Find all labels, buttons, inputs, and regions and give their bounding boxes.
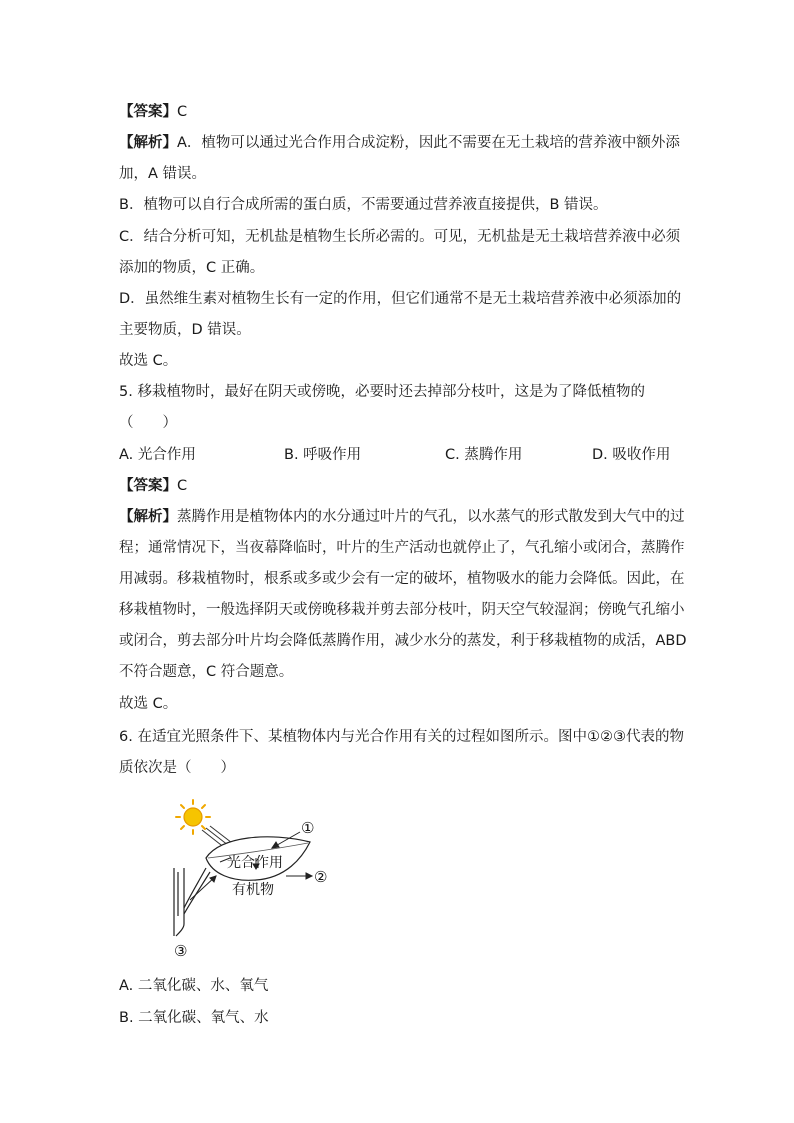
answer-tag: 【答案】: [119, 104, 177, 120]
q6-option-a: A. 二氧化碳、水、氧气: [119, 978, 269, 994]
q5-analysis-line-6: 不符合题意，C 符合题意。: [119, 664, 294, 680]
q5-stem-line-1: 5. 移栽植物时，最好在阴天或傍晚，必要时还去掉部分枝叶，这是为了降低植物的: [119, 384, 645, 400]
q4-analysis-line-6: D．虽然维生素对植物生长有一定的作用，但它们通常不是无土栽培营养液中必须添加的: [119, 291, 682, 307]
answer-value: C: [177, 104, 188, 120]
photosynthesis-diagram: [160, 796, 340, 960]
sun-icon: [176, 800, 210, 834]
q5-analysis-line-5: 或闭合，剪去部分叶片均会降低蒸腾作用，减少水分的蒸发，利于移栽植物的成活，ABD: [119, 633, 687, 649]
q4-analysis-line-1: [119, 133, 680, 153]
q4-analysis-line-3: B．植物可以自行合成所需的蛋白质，不需要通过营养液直接提供，B 错误。: [119, 197, 608, 213]
answer-tag: 【答案】: [119, 478, 177, 494]
q5-option-b: B. 呼吸作用: [284, 447, 362, 463]
photosynthesis-label: 光合作用: [227, 855, 283, 871]
q4-conclusion: 故选 C。: [119, 353, 178, 369]
q4-analysis-line-5: 添加的物质，C 正确。: [119, 260, 265, 276]
q5-analysis-line-4: 移栽植物时，一般选择阴天或傍晚移栽并剪去部分枝叶，阴天空气较湿润；傍晚气孔缩小: [119, 602, 685, 618]
q5-stem-line-2: （ ）: [119, 415, 177, 431]
q5-analysis-line-1: [119, 507, 685, 527]
organic-matter-label: 有机物: [232, 882, 274, 898]
q6-stem-line-2: 质依次是（ ）: [119, 760, 235, 776]
marker-2: ②: [314, 868, 328, 886]
q4-analysis-line-4: C．结合分析可知，无机盐是植物生长所必需的。可见，无机盐是无土栽培营养液中必须: [119, 229, 681, 245]
q5-option-a: A. 光合作用: [119, 447, 196, 463]
q5-analysis-line-3: 用减弱。移栽植物时，根系或多或少会有一定的破坏，植物吸水的能力会降低。因此，在: [119, 571, 685, 587]
plant-stem: [174, 868, 210, 936]
analysis-tag: 【解析】: [119, 509, 177, 525]
marker-1: ①: [301, 819, 315, 837]
marker-3: ③: [174, 942, 188, 960]
analysis-tag: 【解析】: [119, 135, 177, 151]
q5-option-d: D. 吸收作用: [592, 447, 671, 463]
q5-option-c: C. 蒸腾作用: [445, 447, 523, 463]
q4-answer-line: [119, 102, 187, 122]
q6-option-b: B. 二氧化碳、氧气、水: [119, 1010, 269, 1026]
q4-analysis-line-7: 主要物质，D 错误。: [119, 322, 251, 338]
analysis-text: 蒸腾作用是植物体内的水分通过叶片的气孔，以水蒸气的形式散发到大气中的过: [177, 509, 685, 525]
answer-value: C: [177, 478, 188, 494]
q5-analysis-line-2: 程；通常情况下，当夜幕降临时，叶片的生产活动也就停止了，气孔缩小或闭合，蒸腾作: [119, 540, 685, 556]
q5-answer-line: [119, 476, 187, 496]
q6-stem-line-1: 6. 在适宜光照条件下、某植物体内与光合作用有关的过程如图所示。图中①②③代表的物: [119, 729, 684, 745]
analysis-text: A．植物可以通过光合作用合成淀粉，因此不需要在无土栽培的营养液中额外添: [177, 135, 680, 151]
q4-analysis-line-2: 加，A 错误。: [119, 166, 207, 182]
q5-conclusion: 故选 C。: [119, 696, 178, 712]
